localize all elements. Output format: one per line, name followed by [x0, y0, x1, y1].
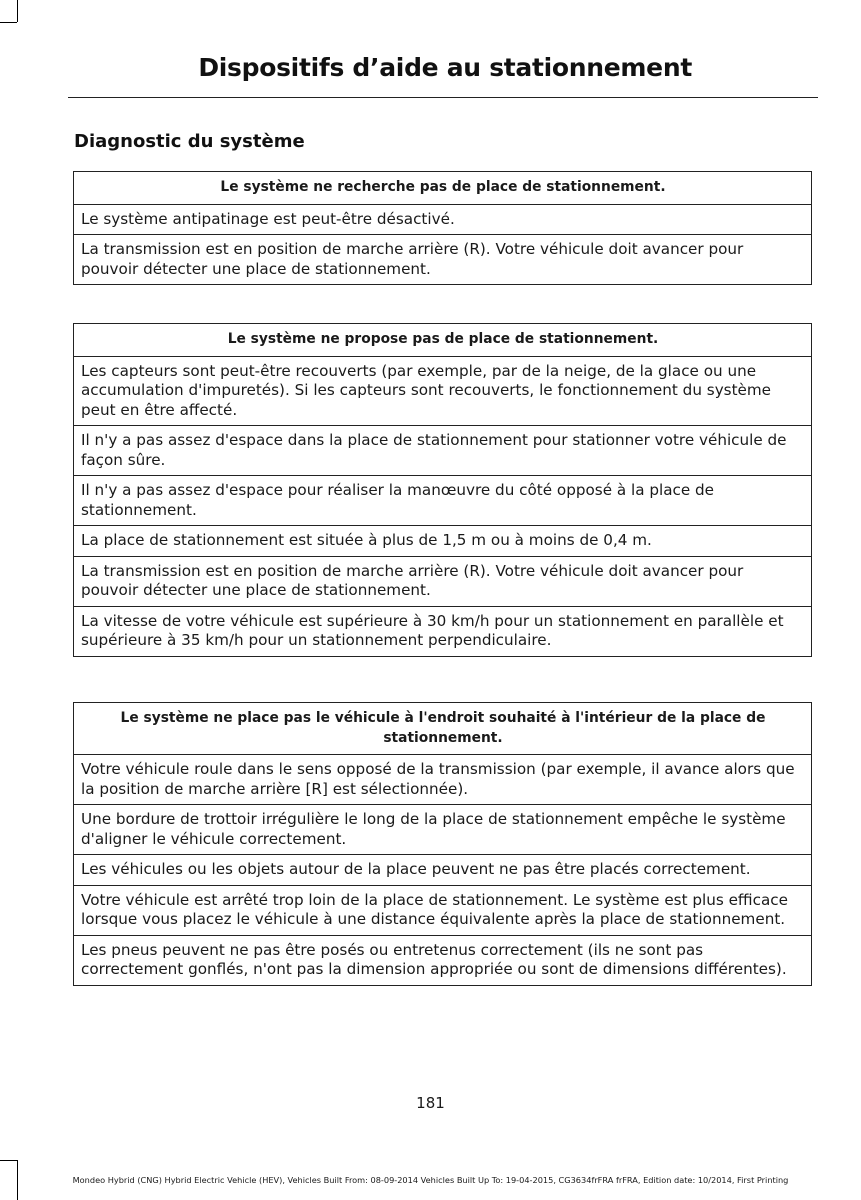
- table-row: La place de stationnement est située à plus de 1,5 m ou à moins de 0,4 m.: [74, 526, 812, 557]
- diagnostic-table-position: [73, 702, 812, 986]
- table-row: Il n'y a pas assez d'espace dans la place de stationnement pour stationner votre véhicule de façon sûre.: [74, 426, 812, 476]
- crop-mark: [17, 0, 18, 22]
- page-title: Dispositifs d’aide au stationnement: [198, 53, 692, 82]
- page-number: 181: [416, 1094, 445, 1112]
- crop-mark: [0, 22, 17, 23]
- table-row: Les capteurs sont peut-être recouverts (par exemple, par de la neige, de la glace ou une accumulation d'impuretés). Si les capteurs sont recouverts, le fonctionnement du système peut en être affecté.: [74, 356, 812, 426]
- table-row: Il n'y a pas assez d'espace pour réaliser la manœuvre du côté opposé à la place de stationnement.: [74, 476, 812, 526]
- crop-mark: [0, 1160, 17, 1161]
- section-title: Diagnostic du système: [74, 131, 305, 152]
- table-row: Le système antipatinage est peut-être désactivé.: [74, 204, 812, 235]
- table-row: La transmission est en position de marche arrière (R). Votre véhicule doit avancer pour pouvoir détecter une place de stationnement.: [74, 235, 812, 285]
- title-divider: [68, 97, 818, 98]
- table-row: Votre véhicule est arrêté trop loin de la place de stationnement. Le système est plus efficace lorsque vous placez le véhicule à une distance équivalente après la place de stationnement.: [74, 885, 812, 935]
- footer-text: Mondeo Hybrid (CNG) Hybrid Electric Vehicle (HEV), Vehicles Built From: 08-09-2014 Vehicles Built Up To: 19-04-2015, CG3634frFRA frFRA, Edition date: 10/2014, First Printing: [72, 1175, 789, 1185]
- table-heading: Le système ne recherche pas de place de stationnement.: [74, 172, 812, 205]
- table-heading: Le système ne propose pas de place de stationnement.: [74, 324, 812, 357]
- diagnostic-table-search: [73, 171, 812, 285]
- table-row: Les pneus peuvent ne pas être posés ou entretenus correctement (ils ne sont pas correctement gonflés, n'ont pas la dimension appropriée ou sont de dimensions différentes).: [74, 935, 812, 985]
- table-row: La vitesse de votre véhicule est supérieure à 30 km/h pour un stationnement en parallèle et supérieure à 35 km/h pour un stationnement perpendiculaire.: [74, 606, 812, 656]
- table-row: Une bordure de trottoir irrégulière le long de la place de stationnement empêche le système d'aligner le véhicule correctement.: [74, 805, 812, 855]
- table-heading: Le système ne place pas le véhicule à l'endroit souhaité à l'intérieur de la place de stationnement.: [74, 703, 812, 755]
- table-row: Votre véhicule roule dans le sens opposé de la transmission (par exemple, il avance alors que la position de marche arrière [R] est sélectionnée).: [74, 755, 812, 805]
- table-row: La transmission est en position de marche arrière (R). Votre véhicule doit avancer pour pouvoir détecter une place de stationnement.: [74, 556, 812, 606]
- table-row: Les véhicules ou les objets autour de la place peuvent ne pas être placés correctement.: [74, 855, 812, 886]
- diagnostic-table-propose: [73, 323, 812, 657]
